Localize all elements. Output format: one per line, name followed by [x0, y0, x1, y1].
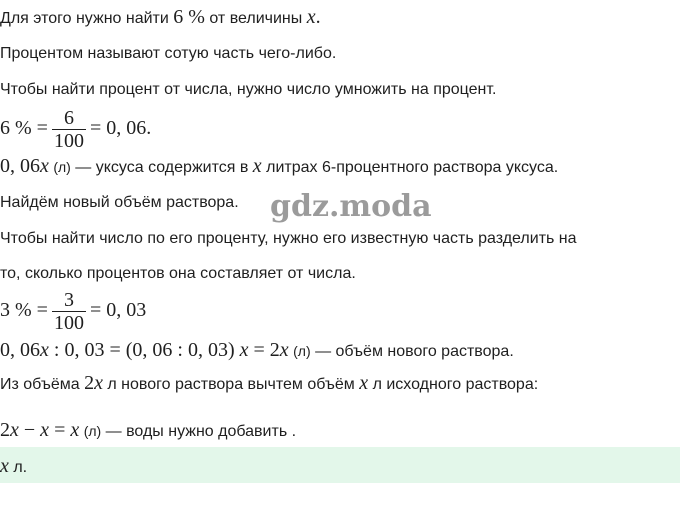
line-2: Процентом называют сотую часть чего-либо. [0, 45, 337, 62]
math-number: 2 [84, 372, 95, 394]
fraction-numerator: 3 [52, 289, 86, 312]
math-variable: x [239, 339, 249, 361]
math-expression: = 2 [248, 339, 280, 361]
text-segment: л исходного раствора: [368, 376, 539, 393]
unit: (л) [293, 343, 311, 359]
line-7: Чтобы найти число по его проценту, нужно его известную часть разделить на [0, 230, 577, 247]
line-3: Чтобы найти процент от числа, нужно число умножить на процент. [0, 81, 497, 98]
math-variable: x [279, 339, 289, 361]
fraction-numerator: 6 [52, 107, 86, 130]
math-variable: x [40, 419, 50, 441]
math-expression: 6 % = [0, 117, 48, 139]
text-segment: от величины [204, 10, 307, 27]
math-number: 2 [0, 419, 10, 441]
text-segment: Для этого нужно найти [0, 10, 174, 27]
math-variable: x [306, 6, 316, 28]
text-segment: — объём нового раствора. [310, 343, 514, 360]
math-variable: x [94, 372, 103, 394]
math-operator: − [18, 419, 41, 441]
math-variable: x [252, 155, 262, 177]
answer-text: л. [8, 459, 28, 476]
line-8: то, сколько процентов она составляет от числа. [0, 265, 356, 282]
math-expression: 3 % = [0, 299, 48, 321]
math-expression: = 0, 03 [89, 299, 147, 321]
math-number: 0, 06 [0, 339, 40, 361]
line-9-formula [0, 287, 146, 335]
fraction-denominator: 100 [53, 312, 84, 335]
text-segment: — уксуса содержится в [70, 159, 253, 176]
text-segment: Из объёма [0, 376, 85, 393]
math-variable: x [40, 155, 49, 177]
answer-box [0, 447, 680, 483]
math-variable: x [70, 419, 80, 441]
math-variable: x [359, 372, 369, 394]
line-12 [0, 420, 296, 442]
math-operator: = [49, 419, 71, 441]
line-1 [0, 7, 321, 29]
math-variable: x [40, 339, 49, 361]
fraction [52, 107, 86, 152]
line-4-formula [0, 105, 151, 153]
line-6: Найдём новый объём раствора. [0, 194, 239, 211]
math-expression: : 0, 03 = (0, 06 : 0, 03) [48, 339, 240, 361]
text-segment: литрах 6-процентного раствора уксуса. [261, 159, 559, 176]
fraction [52, 289, 86, 334]
text-segment: — воды нужно добавить . [101, 423, 297, 440]
unit: (л) [53, 159, 71, 175]
text-segment: л нового раствора вычтем объём [102, 376, 360, 393]
fraction-denominator: 100 [53, 130, 84, 153]
math-number: 0, 06 [0, 155, 40, 177]
math-variable: x [0, 455, 9, 477]
math-punct: . [315, 6, 321, 28]
unit: (л) [83, 423, 102, 439]
watermark-logo: gdz.moda [270, 189, 432, 224]
line-10 [0, 340, 514, 362]
line-5 [0, 156, 558, 178]
math-variable: x [10, 419, 19, 441]
math-expression: = 0, 06. [89, 117, 152, 139]
answer-line [0, 456, 27, 478]
math-number: 6 % [173, 6, 205, 28]
line-11 [0, 373, 538, 395]
